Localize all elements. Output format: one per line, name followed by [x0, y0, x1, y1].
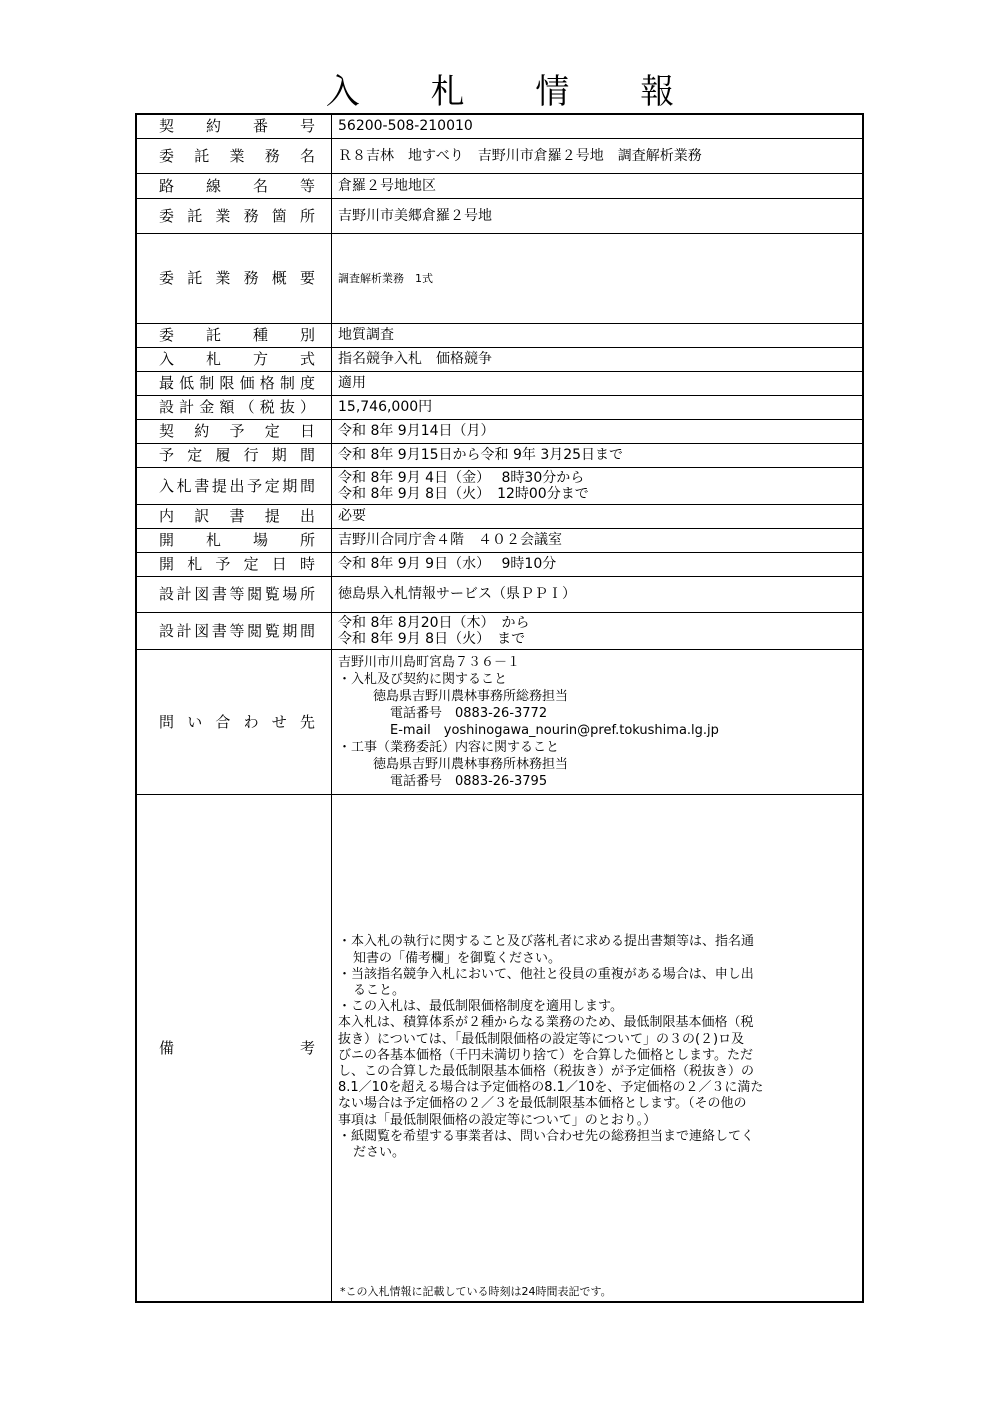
value-task-name: Ｒ８吉林 地すべり 吉野川市倉羅２号地 調査解析業務	[332, 138, 864, 173]
label-viewing-period: 設計図書等閲覧期間	[136, 612, 332, 649]
remark-line: ない場合は予定価格の２／３を最低制限基本価格とします。（その他の	[338, 1096, 747, 1112]
row-contact	[136, 649, 863, 794]
row-breakdown	[136, 504, 863, 528]
label-task-name: 委託業務名	[136, 138, 332, 173]
remark-line: 事項は「最低制限価格の設定等について」のとおり。）	[338, 1112, 657, 1128]
value-location: 吉野川市美郷倉羅２号地	[332, 198, 864, 233]
value-breakdown: 必要	[332, 504, 864, 528]
value-contact	[332, 649, 864, 794]
label-contract-date: 契約予定日	[136, 419, 332, 443]
label-viewing-place: 設計図書等閲覧場所	[136, 576, 332, 612]
value-viewing-period: 令和 8年 8月20日（木） から 令和 8年 9月 8日（火） まで	[332, 612, 864, 649]
value-contract-no: 56200-508-210010	[332, 114, 864, 138]
remark-line: ・当該指名競争入札において、他社と役員の重複がある場合は、申し出	[338, 966, 754, 982]
page-title: 入 札 情 報	[325, 72, 705, 112]
label-contract-no: 契約番号	[136, 114, 332, 138]
label-route-name: 路線名等	[136, 173, 332, 198]
value-opening-datetime: 令和 8年 9月 9日（水） 9時10分	[332, 552, 864, 576]
row-performance-period	[136, 443, 863, 467]
value-contract-date: 令和 8年 9月14日（月）	[332, 419, 864, 443]
value-design-amount: 15,746,000円	[332, 395, 864, 419]
label-contact: 問い合わせ先	[136, 649, 332, 794]
value-min-price: 適用	[332, 371, 864, 395]
label-method: 入札方式	[136, 347, 332, 371]
row-summary	[136, 233, 863, 323]
remark-line: ること。	[353, 982, 406, 998]
value-submission-period: 令和 8年 9月 4日（金） 8時30分から 令和 8年 9月 8日（火） 12時00分まで	[332, 467, 864, 504]
bid-info-table	[135, 113, 864, 1303]
remark-line: ・この入札は、最低制限価格制度を適用します。	[338, 999, 623, 1015]
remark-line: 8.1／10を超える場合は予定価格の8.1／10を、予定価格の２／３に満た	[338, 1080, 764, 1096]
value-remarks	[332, 794, 864, 1302]
row-remarks	[136, 794, 863, 1302]
row-method	[136, 347, 863, 371]
remark-line: 知書の「備考欄」を御覧ください。	[353, 950, 562, 966]
row-route-name	[136, 173, 863, 198]
row-contract-no	[136, 114, 863, 138]
row-opening-datetime	[136, 552, 863, 576]
contact-bid-email: E-mail yoshinogawa_nourin@pref.tokushima.lg.jp	[390, 722, 719, 738]
row-contract-date	[136, 419, 863, 443]
value-performance-period: 令和 8年 9月15日から令和 9年 3月25日まで	[332, 443, 864, 467]
label-submission-period: 入札書提出予定期間	[136, 467, 332, 504]
contact-work-phone: 電話番号 0883-26-3795	[390, 773, 548, 789]
label-breakdown: 内訳書提出	[136, 504, 332, 528]
value-method: 指名競争入札 価格競争	[332, 347, 864, 371]
contact-work-heading: ・工事（業務委託）内容に関すること	[338, 739, 560, 755]
contact-address: 吉野川市川島町宮島７３６－１	[338, 654, 521, 670]
row-min-price	[136, 371, 863, 395]
footnote: *この入札情報に記載している時刻は24時間表記です。	[340, 1285, 612, 1298]
row-type	[136, 323, 863, 347]
row-task-name	[136, 138, 863, 173]
contact-bid-heading: ・入札及び契約に関すること	[338, 671, 508, 687]
label-venue: 開札場所	[136, 528, 332, 552]
value-summary: 調査解析業務 1式	[332, 233, 864, 323]
remark-line: ・紙閲覧を希望する事業者は、問い合わせ先の総務担当まで連絡してく	[338, 1128, 755, 1144]
row-location	[136, 198, 863, 233]
row-design-amount	[136, 395, 863, 419]
label-min-price: 最低制限価格制度	[136, 371, 332, 395]
row-venue	[136, 528, 863, 552]
value-viewing-place: 徳島県入札情報サービス（県ＰＰＩ）	[332, 576, 864, 612]
row-viewing-period	[136, 612, 863, 649]
label-location: 委託業務箇所	[136, 198, 332, 233]
contact-bid-office: 徳島県吉野川農林事務所総務担当	[373, 688, 569, 704]
label-remarks: 備考	[136, 794, 332, 1302]
contact-bid-phone: 電話番号 0883-26-3772	[390, 705, 548, 721]
value-type: 地質調査	[332, 323, 864, 347]
remark-line: 本入札は、積算体系が２種からなる業務のため、最低制限基本価格（税	[338, 1015, 754, 1031]
label-opening-datetime: 開札予定日時	[136, 552, 332, 576]
remark-line: ださい。	[353, 1144, 406, 1160]
value-route-name: 倉羅２号地地区	[332, 173, 864, 198]
label-design-amount: 設計金額（税抜）	[136, 395, 332, 419]
remark-line: し、この合算した最低制限基本価格（税抜き）が予定価格（税抜き）の	[338, 1063, 755, 1079]
remark-line: びニの各基本価格（千円未満切り捨て）を合算した価格とします。ただ	[338, 1047, 753, 1063]
label-performance-period: 予定履行期間	[136, 443, 332, 467]
row-viewing-place	[136, 576, 863, 612]
contact-work-office: 徳島県吉野川農林事務所林務担当	[373, 756, 569, 772]
remark-line: ・本入札の執行に関すること及び落札者に求める提出書類等は、指名通	[338, 934, 755, 950]
remark-line: 抜き）については、「最低制限価格の設定等について」の３の(２)ロ及	[338, 1031, 745, 1047]
value-venue: 吉野川合同庁舎４階 ４０２会議室	[332, 528, 864, 552]
label-summary: 委託業務概要	[136, 233, 332, 323]
label-type: 委託種別	[136, 323, 332, 347]
row-submission-period	[136, 467, 863, 504]
